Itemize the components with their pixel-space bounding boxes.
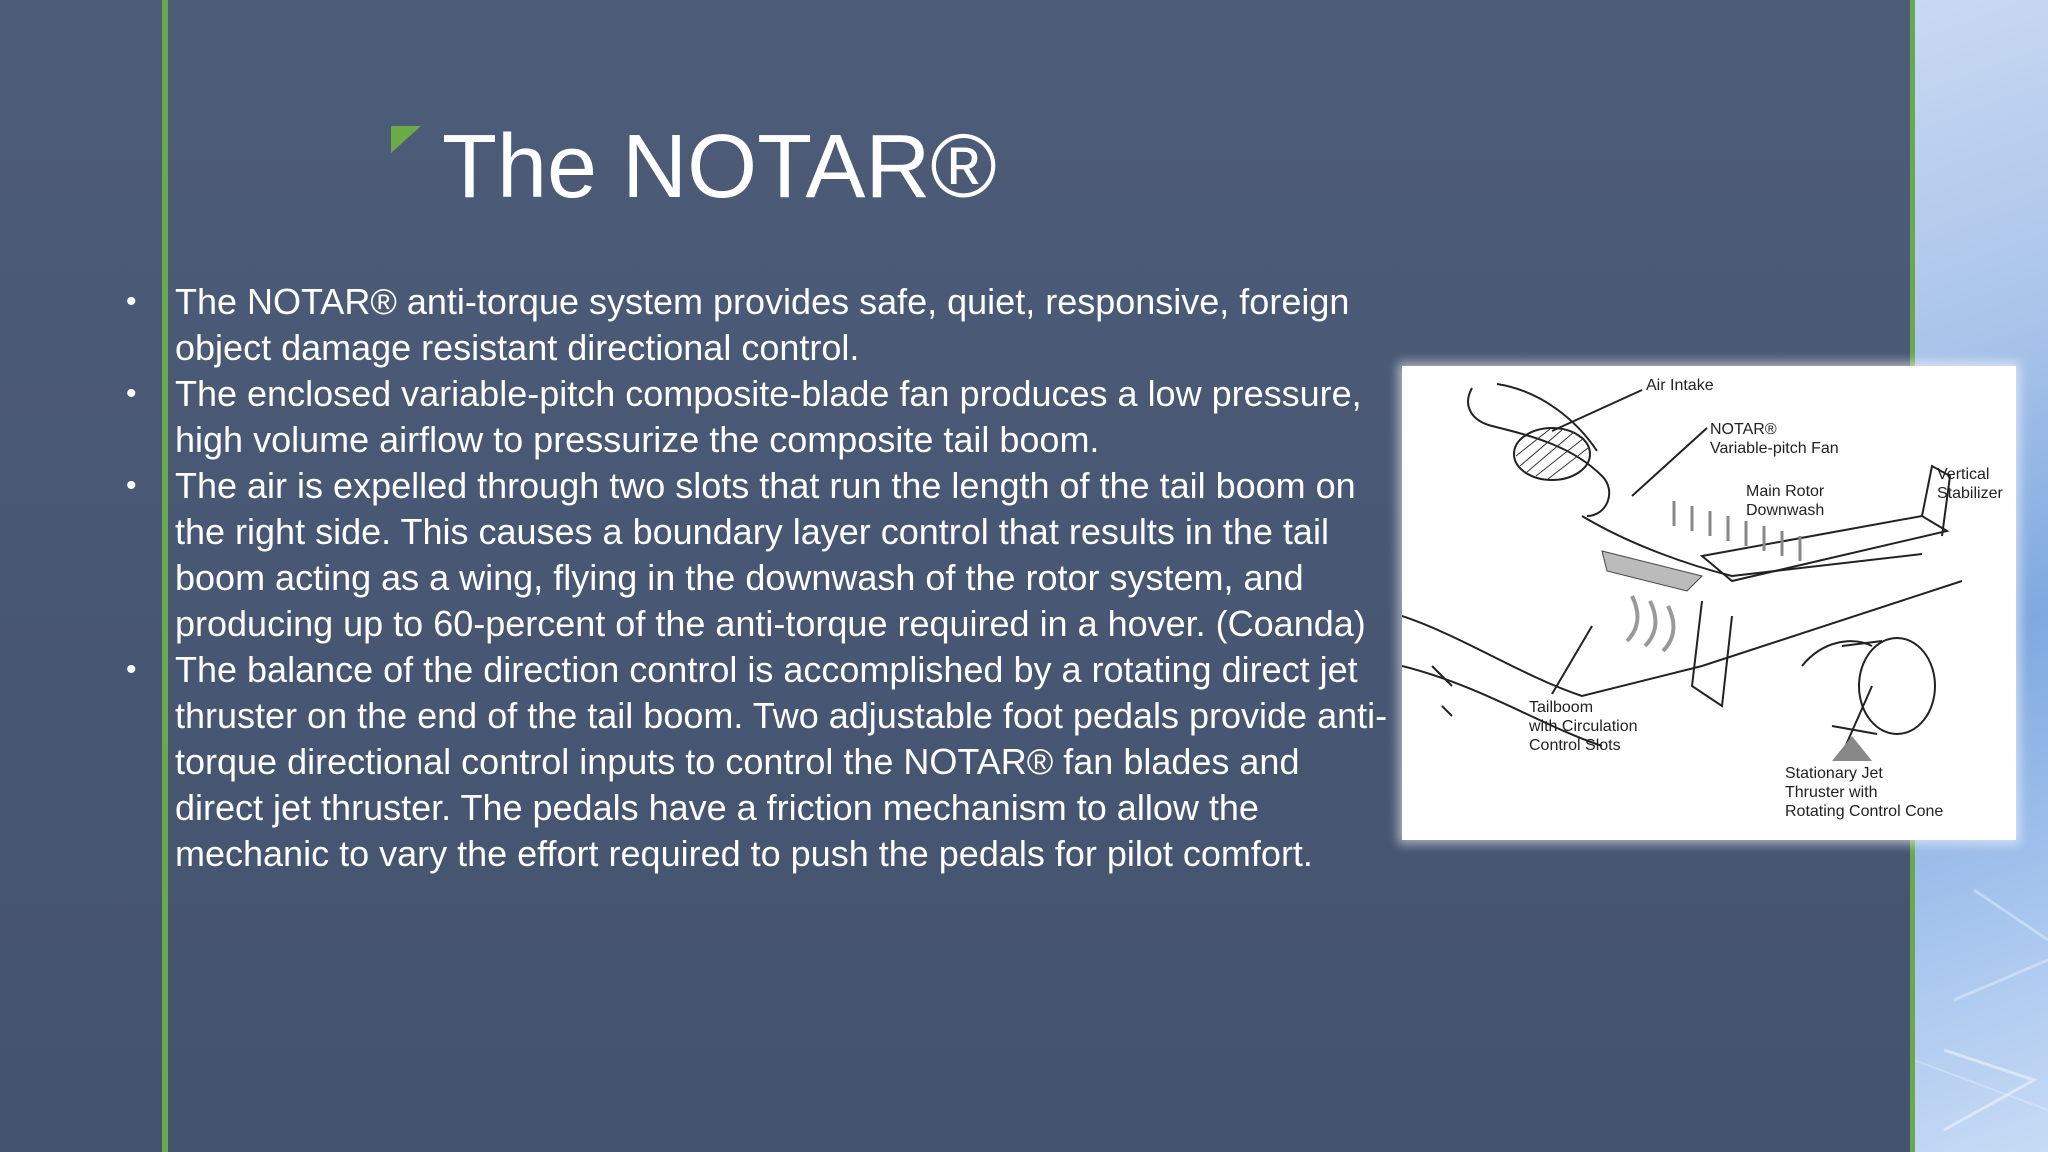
label-thruster-3: Rotating Control Cone	[1785, 803, 1944, 820]
bullet-text: The air is expelled through two slots that run the length of the tail boom on the right side. This causes a boundary layer control that results in the tail boom acting as a wing, flying in the downwash of the rotor system, and producing up to 60-percent of the anti-torque required in a hover. (Coanda)	[175, 465, 1366, 644]
label-thruster-2: Thruster with	[1785, 784, 1878, 801]
bullet-dot: •	[126, 469, 137, 502]
bullet-item	[120, 279, 1395, 371]
bullet-item	[120, 463, 1395, 647]
bullet-dot: •	[126, 377, 137, 410]
label-tailboom-3: Control Slots	[1529, 737, 1621, 754]
bullet-dot: •	[126, 285, 137, 318]
label-vertical-1: Vertical	[1937, 466, 1990, 483]
label-thruster-1: Stationary Jet	[1785, 765, 1883, 782]
label-main-rotor-2: Downwash	[1746, 502, 1825, 519]
title-marker-icon	[391, 126, 421, 153]
bullet-text: The balance of the direction control is accomplished by a rotating direct jet thruster on the end of the tail boom. Two adjustable foot pedals provide anti-torque directional control inputs to control the NOTAR® fan blades and direct jet thruster. The pedals have a friction mechanism to allow the mechanic to vary the effort required to push the pedals for pilot comfort.	[175, 649, 1388, 874]
label-tailboom-1: Tailboom	[1529, 699, 1594, 716]
slide-title: The NOTAR®	[442, 117, 997, 217]
label-air-intake: Air Intake	[1646, 377, 1714, 394]
bullet-text: The enclosed variable-pitch composite-blade fan produces a low pressure, high volume airflow to pressurize the composite tail boom.	[175, 373, 1362, 460]
bullet-dot: •	[126, 653, 137, 686]
helicopter-tail-illustration	[1402, 366, 2016, 840]
label-tailboom-2: with Circulation	[1529, 718, 1638, 735]
label-notar-fan-2: Variable-pitch Fan	[1710, 440, 1839, 457]
bullet-text: The NOTAR® anti-torque system provides safe, quiet, responsive, foreign object damage resistant directional control.	[175, 281, 1350, 368]
bullet-item	[120, 371, 1395, 463]
label-vertical-2: Stabilizer	[1937, 485, 2003, 502]
label-main-rotor-1: Main Rotor	[1746, 483, 1825, 500]
label-notar-fan-1: NOTAR®	[1710, 421, 1777, 438]
bullet-item	[120, 647, 1395, 877]
bullet-list	[120, 279, 1395, 877]
notar-diagram	[1402, 366, 2016, 840]
